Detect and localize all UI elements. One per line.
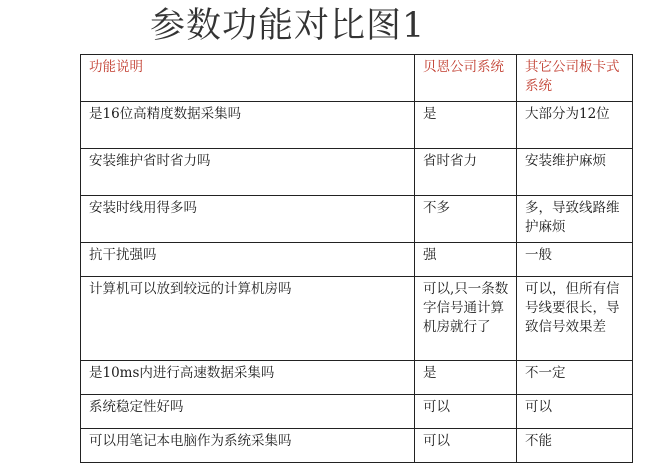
header-bein-system: 贝恩公司系统	[415, 55, 517, 102]
table-row	[81, 243, 633, 277]
table-row	[81, 277, 633, 361]
bein-cell: 省时省力	[415, 149, 517, 196]
bein-cell: 不多	[415, 196, 517, 243]
comparison-table	[80, 54, 633, 463]
bein-cell: 是	[415, 102, 517, 149]
bein-cell: 可以	[415, 395, 517, 429]
feature-cell: 是16位高精度数据采集吗	[81, 102, 415, 149]
other-cell: 不一定	[517, 361, 633, 395]
table-row	[81, 395, 633, 429]
feature-cell: 安装时线用得多吗	[81, 196, 415, 243]
bein-cell: 可以	[415, 429, 517, 463]
header-other-system: 其它公司板卡式系统	[517, 55, 633, 102]
feature-cell: 可以用笔记本电脑作为系统采集吗	[81, 429, 415, 463]
table-header-row	[81, 55, 633, 102]
table-row	[81, 102, 633, 149]
other-cell: 一般	[517, 243, 633, 277]
table-row	[81, 149, 633, 196]
feature-cell: 抗干扰强吗	[81, 243, 415, 277]
table-row	[81, 429, 633, 463]
header-feature: 功能说明	[81, 55, 415, 102]
bein-cell: 强	[415, 243, 517, 277]
feature-cell: 安装维护省时省力吗	[81, 149, 415, 196]
other-cell: 大部分为12位	[517, 102, 633, 149]
table-row	[81, 361, 633, 395]
feature-cell: 计算机可以放到较远的计算机房吗	[81, 277, 415, 361]
bein-cell: 可以,只一条数字信号通计算机房就行了	[415, 277, 517, 361]
other-cell: 不能	[517, 429, 633, 463]
other-cell: 安装维护麻烦	[517, 149, 633, 196]
page-title: 参数功能对比图1	[150, 6, 426, 46]
other-cell: 可以，但所有信号线要很长，导致信号效果差	[517, 277, 633, 361]
table-row	[81, 196, 633, 243]
feature-cell: 是10ms内进行高速数据采集吗	[81, 361, 415, 395]
other-cell: 多，导致线路维护麻烦	[517, 196, 633, 243]
feature-cell: 系统稳定性好吗	[81, 395, 415, 429]
other-cell: 可以	[517, 395, 633, 429]
bein-cell: 是	[415, 361, 517, 395]
